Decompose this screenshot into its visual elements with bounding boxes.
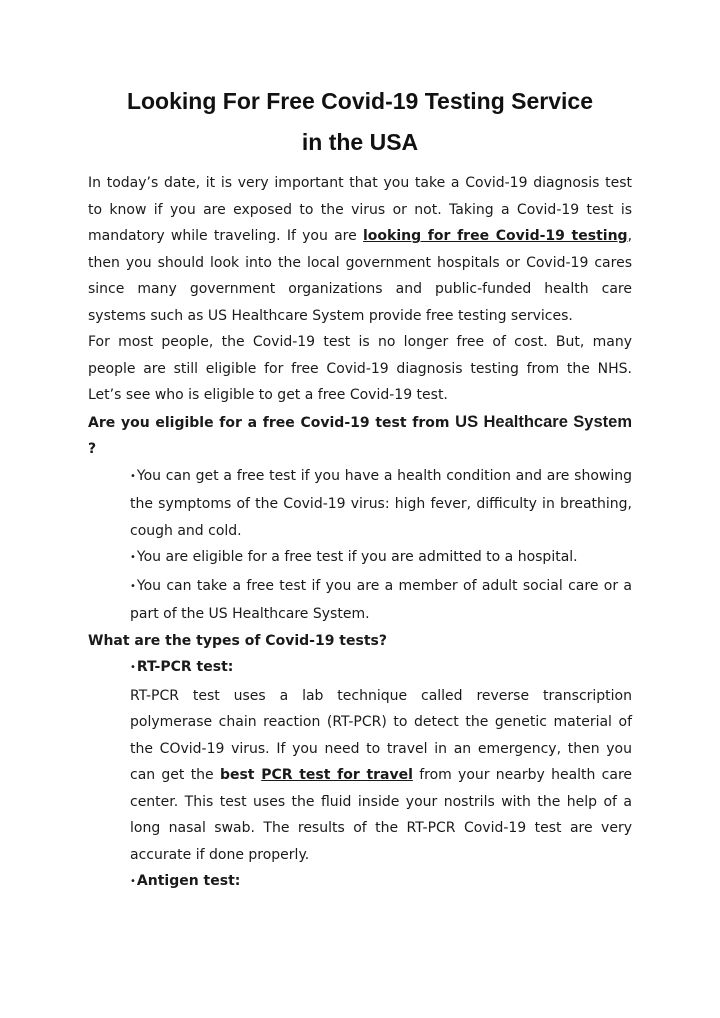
rtpcr-label: RT-PCR test: [136,659,234,675]
page-title [88,0,632,163]
rtpcr-text-continued: from your nearby health care center. This test uses the fluid inside your nostrils with the help of a long nasal swab. The results of the RT-PCR Covid-19 test are very accurate if done properly. [130,767,633,863]
intro-text: In today’s date, it is very important that you take a Covid-19 diagnosis test to know if you are exposed to the virus or not. Taking a Covid-19 test is mandatory while traveling. If you are [88,175,632,244]
intro-paragraph-1 [88,170,632,329]
list-item [130,654,632,868]
eligibility-heading-emphasis: US Healthcare System [455,412,632,431]
list-item-text: You can take a free test if you are a member of adult social care or a part of the US Healthcare System. [130,577,632,622]
title-line-2: in the USA [301,129,419,155]
eligibility-list [88,463,632,628]
bullet-icon: • [130,552,136,563]
list-item-text: You can get a free test if you have a health condition and are showing the symptoms of the Covid-19 virus: high fever, difficulty in breathing, cough and cold. [130,467,632,539]
bullet-icon: • [130,580,136,592]
eligibility-heading [88,409,632,463]
rtpcr-bold-text: best [219,767,262,783]
list-item [130,868,632,897]
eligibility-heading-mark: ? [88,441,97,457]
eligibility-heading-text: Are you eligible for a free Covid-19 test from [88,414,456,431]
intro-text-continued: , then you should look into the local government hospitals or Covid-19 cares since many government organizations and public-funded health care systems such as US Healthcare System provide free testing services. [88,228,633,324]
test-types-heading: What are the types of Covid-19 tests? [88,632,387,649]
bullet-icon: • [130,876,136,887]
list-item [130,573,632,628]
list-item [130,463,632,545]
list-item-text: You are eligible for a free test if you are admitted to a hospital. [136,549,578,565]
test-types-list [88,654,632,897]
rtpcr-description [130,683,632,869]
list-item [130,544,632,573]
intro-paragraph-2: For most people, the Covid-19 test is no longer free of cost. But, many people are still eligible for free Covid-19 diagnosis testing from the NHS. Let’s see who is eligible to get a free Covid-19 test. [88,334,632,403]
rtpcr-text: RT-PCR test uses a lab technique called reverse transcription polymerase chain reaction (RT-PCR) to detect the genetic material of the COvid-19 virus. If you need to travel in an emergency, then you can get the [130,687,632,783]
bullet-icon: • [130,470,136,482]
title-line-1: Looking For Free Covid-19 Testing Service [126,88,594,114]
antigen-label: Antigen test: [136,873,241,889]
pcr-test-for-travel-link[interactable]: PCR test for travel [261,767,413,783]
free-testing-link[interactable]: looking for free Covid-19 testing [363,228,628,244]
bullet-icon: • [130,662,136,673]
